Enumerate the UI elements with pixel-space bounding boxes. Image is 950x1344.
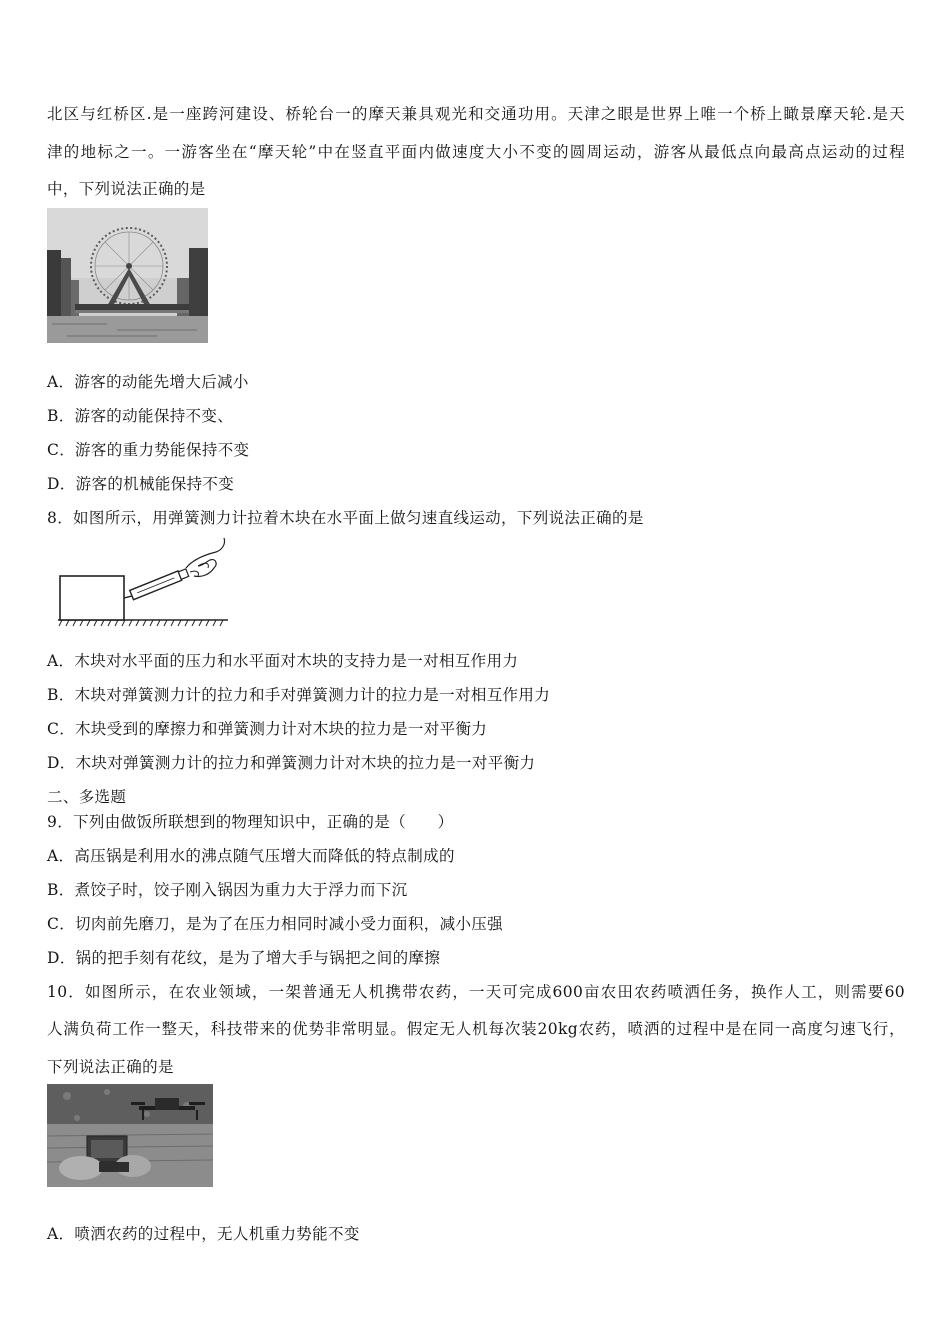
spring-scale-block-figure — [58, 536, 230, 628]
q7-option-a: A．游客的动能先增大后减小 — [47, 373, 249, 391]
q7-option-d: D．游客的机械能保持不变 — [47, 475, 235, 493]
q10-stem-line-3: 下列说法正确的是 — [47, 1058, 174, 1076]
q9-option-d: D．锅的把手刻有花纹，是为了增大手与锅把之间的摩擦 — [47, 949, 441, 967]
ferris-wheel-photo — [47, 208, 208, 343]
q10-stem-line-2: 人满负荷工作一整天，科技带来的优势非常明显。假定无人机每次装20kg农药，喷洒的过程中是在同一高度匀速飞行， — [47, 1020, 905, 1038]
drone-photo — [47, 1084, 213, 1187]
q8-option-b: B．木块对弹簧测力计的拉力和手对弹簧测力计的拉力是一对相互作用力 — [47, 686, 551, 704]
q9-stem: 9．下列由做饭所联想到的物理知识中，正确的是（ ） — [47, 813, 454, 831]
q8-option-a: A．木块对水平面的压力和水平面对木块的支持力是一对相互作用力 — [47, 652, 519, 670]
q8-option-d: D．木块对弹簧测力计的拉力和弹簧测力计对木块的拉力是一对平衡力 — [47, 754, 536, 772]
q7-option-b: B．游客的动能保持不变、 — [47, 407, 234, 425]
section-title: 二、多选题 — [47, 788, 127, 806]
q9-option-a: A．高压锅是利用水的沸点随气压增大而降低的特点制成的 — [47, 847, 455, 865]
q10-stem-line-1: 10．如图所示，在农业领域，一架普通无人机携带农药，一天可完成600亩农田农药喷洒任务，换作人工，则需要60 — [47, 983, 905, 1001]
q9-option-c: C．切肉前先磨刀，是为了在压力相同时减小受力面积，减小压强 — [47, 915, 504, 933]
q8-option-c: C．木块受到的摩擦力和弹簧测力计对木块的拉力是一对平衡力 — [47, 720, 488, 738]
q10-option-a: A．喷洒农药的过程中，无人机重力势能不变 — [47, 1225, 360, 1243]
q7-stem-line-3: 中，下列说法正确的是 — [47, 180, 206, 198]
q7-option-c: C．游客的重力势能保持不变 — [47, 441, 250, 459]
q7-stem-line-1: 北区与红桥区.是一座跨河建设、桥轮台一的摩天兼具观光和交通功用。天津之眼是世界上唯一个桥上瞰景摩天轮.是天 — [47, 105, 905, 123]
q7-stem-line-2: 津的地标之一。一游客坐在“摩天轮”中在竖直平面内做速度大小不变的圆周运动，游客从最低点向最高点运动的过程 — [47, 143, 905, 161]
q8-stem: 8．如图所示，用弹簧测力计拉着木块在水平面上做匀速直线运动，下列说法正确的是 — [47, 509, 644, 527]
q9-option-b: B．煮饺子时，饺子刚入锅因为重力大于浮力而下沉 — [47, 881, 408, 899]
